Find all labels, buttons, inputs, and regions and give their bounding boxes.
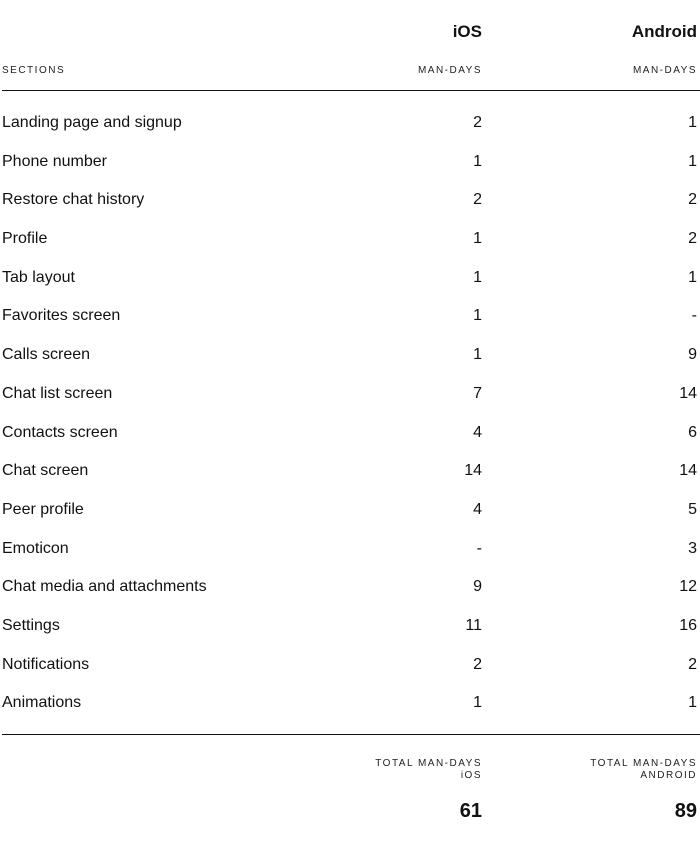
ios-man-days: 4	[473, 423, 482, 441]
table-row	[2, 104, 698, 143]
table-row	[2, 568, 698, 607]
section-name: Favorites screen	[2, 307, 121, 325]
android-man-days: 1	[688, 114, 697, 131]
android-man-days: -	[691, 307, 697, 325]
section-name: Restore chat history	[2, 191, 145, 209]
table-row	[2, 646, 698, 685]
table-row	[2, 220, 698, 259]
section-name: Settings	[2, 616, 60, 634]
table-row	[2, 143, 698, 182]
table-row	[2, 297, 698, 336]
android-man-days: 16	[679, 616, 697, 634]
section-name: Calls screen	[2, 346, 91, 364]
ios-man-days: 1	[473, 230, 482, 248]
table-row	[2, 259, 698, 298]
table-row	[2, 452, 698, 491]
table-body	[2, 104, 698, 723]
ios-total-label-line1: TOTAL MAN-DAYS	[375, 758, 482, 769]
ios-man-days: 11	[465, 616, 482, 634]
ios-man-days: 2	[473, 655, 482, 673]
ios-man-days: 1	[473, 307, 482, 325]
section-name: Phone number	[2, 152, 107, 170]
android-total-label-line1: TOTAL MAN-DAYS	[590, 758, 697, 769]
section-name: Emoticon	[2, 539, 69, 557]
ios-column-title: iOS	[452, 22, 482, 41]
totals-divider	[2, 734, 700, 735]
ios-man-days: 1	[473, 268, 482, 286]
table-row	[2, 530, 698, 569]
android-column-title: Android	[631, 22, 697, 41]
ios-man-days: 1	[473, 694, 482, 712]
ios-man-days: 7	[473, 384, 482, 402]
section-name: Chat screen	[2, 462, 89, 480]
table-row	[2, 336, 698, 375]
ios-man-days: 1	[473, 346, 482, 364]
table-row	[2, 375, 698, 414]
table-row	[2, 414, 698, 453]
ios-man-days: 2	[473, 191, 482, 209]
android-man-days-header: MAN-DAYS	[632, 65, 697, 76]
android-man-days: 9	[688, 346, 697, 364]
section-name: Chat media and attachments	[2, 578, 207, 596]
section-name: Notifications	[2, 655, 90, 673]
ios-total-value: 61	[459, 800, 482, 822]
android-man-days: 1	[688, 694, 697, 712]
section-name: Contacts screen	[2, 423, 118, 441]
android-man-days: 14	[679, 462, 697, 480]
table-row	[2, 684, 698, 723]
android-total-value: 89	[674, 800, 697, 822]
ios-man-days: 2	[473, 114, 482, 131]
android-man-days: 2	[688, 655, 697, 673]
sections-header: SECTIONS	[2, 65, 66, 76]
ios-man-days-header: MAN-DAYS	[417, 65, 482, 76]
ios-total-label	[375, 758, 482, 782]
section-name: Animations	[2, 694, 82, 712]
android-man-days: 1	[688, 152, 697, 170]
android-total-label-line2: ANDROID	[640, 770, 697, 781]
section-name: Peer profile	[2, 500, 84, 518]
android-total-label	[590, 758, 697, 782]
android-man-days: 6	[688, 423, 697, 441]
android-man-days: 14	[679, 384, 697, 402]
table-row	[2, 607, 698, 646]
ios-total-label-line2: iOS	[460, 770, 482, 781]
table-row	[2, 181, 698, 220]
android-man-days: 2	[688, 230, 697, 248]
android-man-days: 2	[688, 191, 697, 209]
section-name: Chat list screen	[2, 384, 113, 402]
android-man-days: 3	[688, 539, 697, 557]
ios-man-days: 4	[473, 500, 482, 518]
android-man-days: 1	[688, 268, 697, 286]
section-name: Landing page and signup	[2, 114, 182, 131]
section-name: Profile	[2, 230, 48, 248]
ios-man-days: -	[476, 539, 482, 557]
ios-man-days: 9	[473, 578, 482, 596]
section-name: Tab layout	[2, 268, 75, 286]
ios-man-days: 1	[473, 152, 482, 170]
table-row	[2, 491, 698, 530]
android-man-days: 5	[688, 500, 697, 518]
android-man-days: 12	[679, 578, 697, 596]
header-divider	[2, 90, 700, 91]
ios-man-days: 14	[464, 462, 482, 480]
